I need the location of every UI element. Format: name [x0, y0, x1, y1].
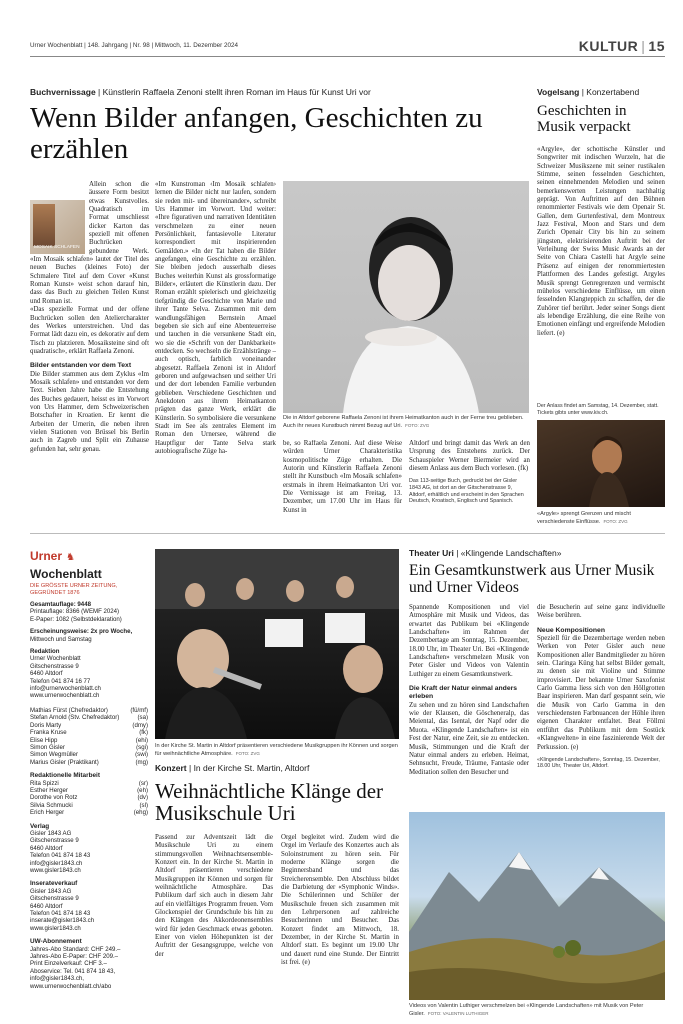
argyle-credit: FOTO: ZVG [603, 519, 628, 524]
portrait-caption [283, 415, 529, 430]
staff-code: (sa) [137, 714, 148, 722]
imprint-blocks [30, 823, 148, 991]
konzert-caption [155, 743, 399, 758]
imprint-block-line: Gitschenstrasse 9 [30, 895, 79, 903]
logo-word-2: Wochenblatt [30, 567, 102, 581]
section-divider [30, 533, 665, 534]
main-col-1 [30, 181, 149, 521]
staff-code: (ehg) [133, 809, 148, 817]
main-col-3 [283, 440, 402, 522]
staff-code: (sgi) [136, 743, 148, 751]
main-col-1-intro: Allein schon die äussere Form besitzt etwas Kunstvolles. Quadratisch im Format umschliesst dicker Karton das speziell mit offenen Buchrücken gebundene Werk. «Im Mosaik schlafen» lautet der Titel des neuen Buches (kleines Foto) der Schmalere Titel auf dem Cover «Kunst Roman Kunst» weist schon darauf hin, dass das Buch zu gleichen Teilen Kunst und Roman ist. [30, 181, 149, 305]
tagline-1: DIE GRÖSSTE URNER ZEITUNG, [30, 583, 118, 589]
imprint-block-title: UW-Abonnement [30, 938, 82, 946]
argyle-caption [537, 511, 665, 526]
staff-code: (swi) [135, 751, 148, 759]
imprint-block-line: 6460 Altdorf [30, 902, 63, 910]
staff-name: Esther Herger [30, 786, 68, 794]
mountain-illustration [409, 812, 665, 1000]
header-rule [30, 56, 665, 57]
main-headline: Wenn Bilder anfangen, Geschichten zu erzählen [30, 102, 483, 166]
imprint-block-title: Verlag [30, 822, 50, 830]
konzert-kicker [155, 763, 309, 773]
main-kicker-text: | Künstlerin Raffaela Zenoni stellt ihren Roman im Haus für Kunst Uri vor [95, 87, 371, 97]
landscape-photo [409, 812, 665, 1000]
page-number: 15 [648, 38, 665, 54]
book-image [30, 200, 85, 254]
staff-row [30, 707, 148, 714]
staff-row [30, 744, 148, 751]
portrait-photo [283, 181, 529, 413]
argyle-illustration [537, 420, 665, 507]
staff-name: Simon Wegmüller [30, 751, 78, 759]
staff-row [30, 780, 148, 787]
landscape-caption-text: Videos von Valentin Luthiger verschmelzen bei «Klingende Landschaften» mit Musik von Peter Gisler. [409, 1003, 644, 1017]
main-col-1-p3: Die Bilder stammen aus dem Zyklus «Im Mosaik schlafen» und entstanden vor dem Text. Sieben Jahre habe die Entstehung des Buches gedauert, heisst es im Vorwort von Urs Hammer, dem Schweizerischen Botschafter in Kroatien. Er kennt die Arbeiten der Urnerin, die neben ihren vielen Stationen von Brüssel bis Berlin auch in Zagreb und Split ein Zuhause gefunden hat, sehr genau. [30, 370, 149, 453]
imprint-lines [30, 601, 148, 700]
staff-row [30, 722, 148, 729]
vogelsang-body-text: «Argyle», der schottische Künstler und Songwriter mit indischen Wurzeln, hat die Schweizer Musikszene mit seiner rustikalen Stimme, seinen fesselnden Geschichten, seinen einnehmenden Melodien und seinen bemerkenswerten Leistungen nachhaltig geprägt. Von Auftritten auf den Bühnen renommierter Festivals wie dem Openair St. Gallen, dem Gurtenfestival, dem Montreux Jazz Festival, Moon and Stars und dem Zurich Openair City bis hin zu seinem jüngsten, elektrisierenden Auftritt bei der Verleihung der Swiss Music Awards an der Seite von Chiara Castelli hat Argyle seine Präsenz auf einigen der renommiertesten Plattformen des Landes gefestigt. Argyles Musik sprengt Genregrenzen und vermischt mühelos verschiedene Einflüsse, um einen fesselnden Klangteppich zu schaffen, der die Zuhörer tief berührt. Jeder seiner Songs dient als lebendige Erzählung, die eine Reihe von Emotionen einfängt und ergreifende Melodien liefert. (e) [537, 146, 665, 337]
staff-row [30, 714, 148, 721]
imprint-line: Telefon 041 874 16 77 [30, 677, 91, 685]
konzert-col-1 [155, 834, 273, 1014]
theater-col-2-text: die Besucherin auf seine ganz individuelle Weise berühren. [537, 604, 665, 620]
theater-kicker [409, 548, 561, 558]
imprint-mitarbeit [30, 780, 148, 817]
imprint-line: E-Paper: 1082 (Selbstdeklaration) [30, 615, 122, 623]
staff-row [30, 802, 148, 809]
imprint [30, 547, 148, 990]
main-col-1-p2: «Das spezielle Format und der offene Buchrücken sollen den Ateliercharakter des Werkes unterstreichen. Und das Format lädt dazu ein, es dekorativ auf dem Tisch zu platzieren. Mosaiksteine sind oft quadratisch», erklärt Raffaela Zenoni. [30, 306, 149, 355]
imprint-block-line: 6460 Altdorf [30, 844, 63, 852]
theater-col-2 [537, 604, 665, 806]
staff-name: Dorothe von Rotz [30, 794, 78, 802]
imprint-line: Gesamtauflage: 9448 [30, 601, 91, 608]
staff-name: Stefan Arnold (Stv. Chefredaktor) [30, 714, 120, 722]
vogelsang-kicker-label: Vogelsang [537, 87, 580, 97]
staff-row [30, 809, 148, 816]
argyle-photo [537, 420, 665, 507]
konzert-caption-text: In der Kirche St. Martin in Altdorf präsentieren verschiedene Musikgruppen ihr Können und sorgen für weihnächtliche Atmosphäre. [155, 743, 398, 757]
imprint-block-line: Aboservice: Tel. 041 874 18 43, [30, 967, 116, 975]
imprint-block-line[interactable]: inserate@gisler1843.ch [30, 917, 95, 925]
staff-name: Simon Gisler [30, 743, 65, 751]
theater-col-2-p2: Speziell für die Dezembertage werden neben Werken von Peter Gisler auch neue Kompositionen aller Bandmitglieder zu hören sein. Claringa Küng hat selbst Bilder gemalt, zu denen sie mit Violine und Stimme improvisiert. Der bekannte Urner Saxofonist Carlo Gamma liess sich von den Höllgrotten Baar inspirieren. Man darf gespannt sein, wie die Musik von Carlo Gamma in den verschiedensten Farbnuancen der Höhle ihren eigenen Charakter entfaltet. Beat Föllmi entführt das Publikum mit dem Sostück «Klangwelten» in eine faszinierende Welt der Perkussion. (e) [537, 635, 665, 751]
konzert-col-2-text: Orgel begleitet wird. Zudem wird die Orgel im Verlaufe des Konzertes auch als Soloinstrument zu hören sein. Für moderne Klänge sorgen die Beginnersband und das Streicherensemble. Den Abschluss bildet die Darbietung der «Symphonic Winds». Die Schülerinnen und Schüler der Musikschule freuen sich zusammen mit den Lehrpersonen auf zahlreiche Besucherinnen und Besucher. Das Konzert findet am Mittwoch, 18. Dezember, in der Kirche St. Martin in Altdorf statt. Es beginnt um 19.00 Uhr und dauert rund eine Stunde. Der Eintritt ist frei. (e) [281, 834, 399, 967]
konzert-kicker-label: Konzert [155, 763, 187, 773]
theater-kicker-text: | «Klingende Landschaften» [453, 548, 562, 558]
konzert-headline: Weihnächtliche Klänge der Musikschule Uri [155, 779, 384, 825]
staff-name: Mathias Fürst (Chefredaktor) [30, 706, 108, 714]
urner-wochenblatt-logo [30, 547, 148, 583]
staff-code: (eh) [137, 786, 148, 794]
masthead-info: Urner Wochenblatt | 148. Jahrgang | Nr. 98 | Mittwoch, 11. Dezember 2024 [30, 42, 239, 49]
imprint-line: Urner Wochenblatt [30, 655, 81, 663]
imprint-block-title: Inserateverkauf [30, 880, 78, 888]
imprint-block-line[interactable]: info@gisler1843.ch, [30, 975, 84, 983]
main-kicker-label: Buchvernissage [30, 87, 96, 97]
staff-code: (sr) [138, 779, 148, 787]
vogelsang-kicker-text: | Konzertabend [579, 87, 640, 97]
imprint-block-line: Jahres-Abo E-Paper: CHF 209.– [30, 953, 119, 961]
staff-code: (mg) [135, 758, 148, 766]
staff-code: (dv) [137, 794, 148, 802]
portrait-illustration [283, 181, 529, 413]
staff-name: Elise Hipp [30, 736, 58, 744]
staff-row [30, 759, 148, 766]
imprint-block-line: Print Einzelverkauf: CHF 3.– [30, 960, 107, 968]
section-header: KULTUR | 15 [578, 38, 665, 54]
imprint-block-line: Telefon 041 874 18 43 [30, 910, 91, 918]
landscape-credit: FOTO: VALENTIN LUTHIGER [427, 1011, 489, 1016]
portrait-caption-text: Die in Altdorf geborene Raffaela Zenoni ist ihrem Heimatkanton auch in der Ferne treu geblieben. Auch ihr neues Kunstbuch nimmt Bezug auf Uri. [283, 415, 524, 429]
staff-name: Marius Gisler (Praktikant) [30, 758, 99, 766]
vogelsang-kicker [537, 87, 639, 97]
staff-name: Rita Spizzi [30, 779, 59, 787]
main-kicker [30, 87, 371, 97]
main-col-2-text: «Im Kunstroman ‹Im Mosaik schlafen› lernen die Bilder nicht nur laufen, sondern sie reden mit- und übereinander», schreibt Urs Hammer im Vorwort. Und weiter: «Ihre figurativen und narrativen Identitäten verschmelzen zu einer neuen Persönlichkeit, fantasievolle Literatur korrespondiert mit inspirierenden Gemälden.» «In der Tat haben die Bilder angefangen, eine Geschichte zu erzählen. Sie bleiben jedoch ausserhalb dieses Buches weiterhin Kunst als grossformatige Bilder», erläutert die Künstlerin dazu. Der Roman erzählt spielerisch und gleichzeitig tiefgründig die Geschichte von Marie und ihrer Tante Selva. Zusammen mit dem wandlungsfähigen Bernstein Amael begeben sie sich auf eine Abenteuerreise und tauchen in die versunkene Stadt ein, wo sie die «Schrift von der Dankbarkeit» entdecken. So wechseln die Erzählstränge – auch optisch, farblich voneinander abgesetzt. Raffaela Zenoni ist in Altdorf geboren und aufgewachsen und seither Uri und der dort lebenden Familie verbunden geblieben. Verschiedene Geschichten und Anekdoten aus ihrem Heimatkanton prägten das ganze Werk, erklärt die Künstlerin. So symbolisiere die versunkene Stadt im See als zentrales Element im Roman den Urnersee, während die Hauptfigur der Tante Selva stark autobiografische Züge ha- [155, 181, 276, 455]
theater-col-1-p2: Zu sehen und zu hören sind Landschaften wie der Klausen, die Göscheneralp, das Meiental, das Isental, der Napf oder die Muota. «Klingende Landschaften» ist ein Fest der Natur, eine Zeit, sie zu entdecken. Musik, Stimmungen und die Kraft der Natur einmal anders zu erleben. Heimat, Sehnsucht, Freude, Träume, Fantasie oder Meditation sollen den Besucher und [409, 701, 529, 776]
staff-row [30, 751, 148, 758]
theater-headline: Ein Gesamtkunstwerk aus Urner Musik und Urner Videos [409, 562, 655, 596]
orchestra-illustration [155, 549, 399, 739]
imprint-staff [30, 707, 148, 766]
imprint-block-line[interactable]: www.gisler1843.ch [30, 924, 81, 932]
main-col-4 [409, 440, 530, 522]
section-title: KULTUR [578, 38, 639, 54]
logo-word-1: Urner [30, 549, 63, 563]
imprint-line: Printauflage: 8366 (WEMF 2024) [30, 608, 120, 616]
theater-subhead-2: Neue Kompositionen [537, 626, 605, 634]
argyle-caption-text: «Argyle» sprengt Grenzen und mischt verschiedenste Einflüsse. [537, 511, 631, 525]
main-col-3-text: be, so Raffaela Zenoni. Auf diese Weise würden Urner Charakteristika kosmopolitische Züge erhalten. Die Autorin und Künstlerin Raffaela Zenoni stellt ihr Kunstbuch «Im Mosaik schlafen» erstmals in ihrem Heimatkanton Uri vor. Die Vernissage ist am Freitag, 13. Dezember, um 17.00 Uhr im Haus für Kunst in [283, 440, 402, 514]
theater-col-1 [409, 604, 529, 806]
staff-code: (sl) [139, 801, 148, 809]
staff-code: (fü/mf) [130, 706, 148, 714]
staff-name: Silvia Schmucki [30, 801, 73, 809]
book-info-note: Das 113-seitige Buch, gedruckt bei der Gisler 1843 AG, ist dort an der Gitschenstrasse 9, Altdorf, erhältlich und erscheint in den Sprachen Deutsch, Kroatisch, Englisch und Spanisch. [409, 478, 524, 505]
theater-col-1-text: Spannende Kompositionen und viel Atmosphäre mit Musik und Videos, das erwartet das Publikum bei «Klingende Landschaften» im Rahmen der Dezembertage am Sonntag, 15. Dezember, 18.00 Uhr, im Theater Uri. Bei «Klingende Landschaften» verschmelzen Musik von Peter Gisler und Videos von Valentin Luthiger zu einem Gesamtkunstwerk. [409, 604, 529, 678]
staff-name: Erich Herger [30, 809, 65, 817]
portrait-credit: FOTO: ZVG [405, 423, 430, 428]
imprint-block-line[interactable]: info@gisler1843.ch [30, 859, 83, 867]
vogelsang-body [537, 146, 665, 400]
imprint-line: Erscheinungsweise: 2x pro Woche, [30, 628, 133, 636]
mitarbeit-title: Redaktionelle Mitarbeit [30, 772, 100, 780]
imprint-block-line: Gisler 1843 AG [30, 829, 72, 837]
book-cover-art [33, 204, 55, 246]
staff-row [30, 737, 148, 744]
konzert-col-1-text: Passend zur Adventszeit lädt die Musikschule Uri zu einem stimmungsvollen Weihnachtsensemble-Konzert ein. In der Kirche St. Martin in Altdorf präsentieren verschiedene Musikgruppen ihr Können und sorgen für weihnächtliche Atmosphäre. Das Publikum darf sich auch in diesem Jahr auf ein vielfältiges Programm freuen. Vom Glockenspiel der Grundschule bis hin zu den Klängen des Akkordeonensembles wird für jeden Geschmack etwas geboten. Einer von vielen Höhepunkten ist der Auftritt der Gesangsgruppe, welche von der [155, 834, 273, 958]
tagline-2: GEGRÜNDET 1876 [30, 590, 80, 596]
landscape-caption [409, 1003, 665, 1018]
imprint-line: info@urnerwochenblatt.ch [30, 685, 101, 693]
konzert-col-2 [281, 834, 399, 1014]
theater-event-note: «Klingende Landschaften», Sonntag, 15. Dezember, 18.00 Uhr, Theater Uri, Altdorf. [537, 756, 660, 770]
imprint-line: Mittwoch und Samstag [30, 635, 92, 643]
imprint-block-line: Gisler 1843 AG [30, 887, 72, 895]
imprint-line: Redaktion [30, 648, 60, 656]
staff-code: (ehi) [135, 736, 148, 744]
vogelsang-headline: Geschichten in Musik verpackt [537, 103, 631, 135]
book-cover-title: MOSAIK SCHLAFEN [34, 245, 80, 250]
imprint-block-line: Gitschenstrasse 9 [30, 837, 79, 845]
staff-row [30, 787, 148, 794]
imprint-line: Gitschenstrasse 9 [30, 662, 79, 670]
staff-name: Doris Marty [30, 721, 62, 729]
konzert-photo [155, 549, 399, 739]
imprint-block-line[interactable]: www.gisler1843.ch [30, 867, 81, 874]
logo-bull-icon: ♞ [66, 552, 75, 563]
konzert-credit: FOTO: ZVG [235, 751, 260, 756]
vogelsang-note: Der Anlass findet am Samstag, 14. Dezember, statt. Tickets gibts unter www.kiv.ch. [537, 403, 659, 416]
konzert-kicker-text: | In der Kirche St. Martin, Altdorf [186, 763, 310, 773]
staff-name: Franka Kruse [30, 729, 67, 737]
staff-code: (dmy) [132, 721, 148, 729]
main-subhead: Bilder entstanden vor dem Text [30, 362, 132, 370]
theater-kicker-label: Theater Uri [409, 548, 454, 558]
staff-code: (fk) [139, 729, 148, 737]
imprint-block-line: Jahres-Abo Standard: CHF 249.– [30, 945, 121, 953]
imprint-line: 6460 Altdorf [30, 670, 63, 678]
theater-subhead-1: Die Kraft der Natur einmal anders erleben [409, 685, 518, 701]
imprint-line: www.urnerwochenblatt.ch [30, 692, 100, 700]
staff-row [30, 794, 148, 801]
imprint-block-line: Telefon 041 874 18 43 [30, 852, 91, 860]
imprint-block-line[interactable]: www.urnerwochenblatt.ch/abo [30, 982, 112, 990]
staff-row [30, 729, 148, 736]
main-col-4-text: Altdorf und bringt damit das Werk an den Ursprung des Entstehens zurück. Der Schauspieler Werner Biermeier wird an diesem Anlass aus dem Buch vorlesen. (fk) [409, 440, 530, 473]
main-col-2 [155, 181, 276, 521]
